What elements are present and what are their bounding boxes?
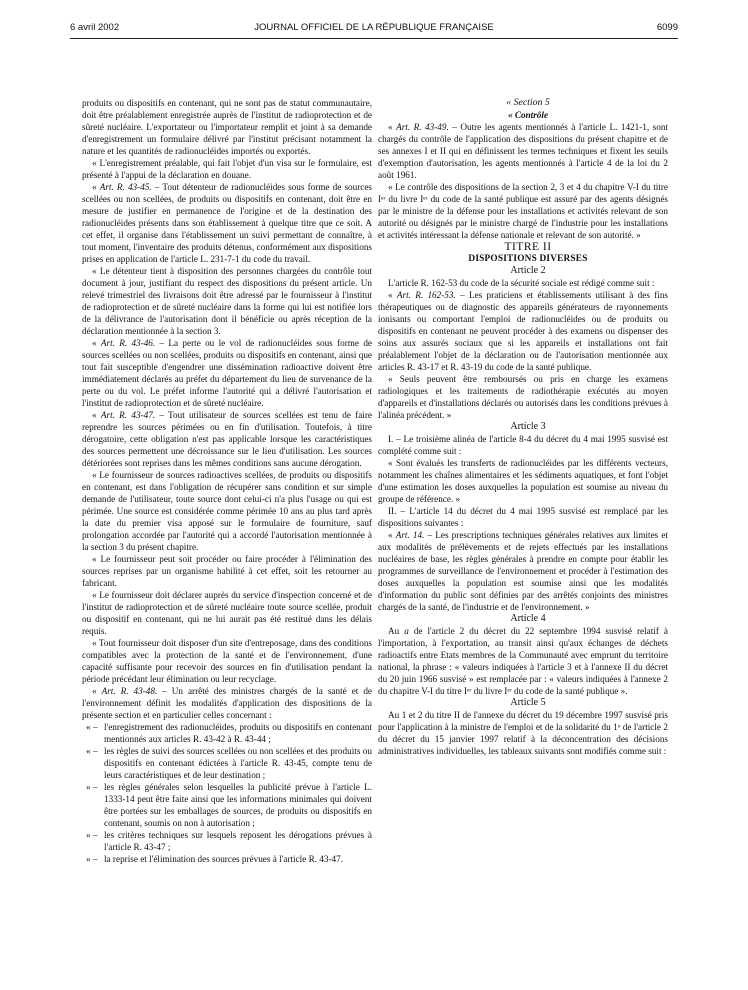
paragraph-text: « Seuls peuvent être remboursés ou pris en charge les examens radiologiques et les traitements de radiothérapie exécutés au moyen d'appareils et d'installations déclarés ou autorisés dans les conditions prévues à l'alinéa précédent. » [378, 374, 668, 420]
article-reference: Art. R. 43-48. [101, 686, 158, 696]
list-item-text: les critères techniques sur lesquels reposent les dérogations prévues à l'article R. 43-47 ; [104, 830, 372, 852]
quote-mark: « [92, 182, 100, 192]
list-marker: « – [86, 782, 98, 792]
section-title: « Section 5 [506, 97, 550, 108]
header-rule [70, 38, 678, 39]
paragraph [378, 625, 668, 697]
article-2-body [378, 277, 668, 421]
paragraph: « Le fournisseur doit déclarer auprès du service d'inspection concerné et de l'institut de radioprotection et de sûreté nucléaire toute source scellée, produit ou dispositif en contenant, qui ne lui aurait pas été restitué dans les délais requis. [82, 590, 372, 636]
list-item-text: l'enregistrement des radionucléides, produits ou dispositifs en contenant mentionnés aux articles R. 43-42 à R. 43-44 ; [104, 722, 372, 744]
paragraph-text: L'article R. 162-53 du code de la sécurité sociale est rédigé comme suit : [388, 278, 655, 288]
paragraph [378, 289, 668, 373]
list-item-text: les règles générales selon lesquelles la publicité prévue à l'article L. 1333-14 peut être faite ainsi que les informations minimales qui doivent être portées sur les emballages de sources, de produits ou dispositifs en contenant, soumis on non à autorisation ; [104, 782, 372, 828]
paragraph [378, 505, 668, 529]
paragraph: « Tout fournisseur doit disposer d'un site d'entreposage, dans des conditions compatibles avec la protection de la santé et de l'environnement, d'une capacité suffisante pour recevoir des sources en fin d'utilisation pendant la période précédant leur élimination ou leur recyclage. [82, 638, 372, 684]
list-item-text: les règles de suivi des sources scellées ou non scellées et des produits ou dispositifs en contenant édictées à l'article R. 43-45, compte tenu de leurs caractéristiques et de leur destination ; [104, 746, 372, 780]
page-number: 6099 [656, 22, 678, 33]
paragraph-text: – La perte ou le vol de radionucléides sous forme de sources scellées ou non scellées, produits ou dispositifs en contenant, ainsi que tout fait susceptible d'engendrer une dissémination radioactive doivent être immédiatement déclarés au préfet du département du lieu de survenance de la perte ou du vol. Le préfet informe l'autorité qui a délivré l'autorisation et l'institut de radioprotection et de sûreté nucléaire. [82, 338, 372, 408]
header-date: 6 avril 2002 [70, 22, 120, 33]
list-marker: « – [86, 854, 98, 864]
journal-title: JOURNAL OFFICIEL DE LA RÉPUBLIQUE FRANÇAISE [254, 22, 494, 33]
section-paragraph [378, 181, 668, 241]
paragraph-text: Au [388, 626, 405, 636]
paragraph [378, 709, 668, 757]
paragraph-text: – Les prescriptions techniques générales relatives aux limites et aux modalités de prélèvements et de rejets effectués par les installations nucléaires de base, les règles générales à prendre en compte pour établir les programmes de surveillance de l'environnement et procéder à l'estimation des doses auxquelles la population est soumise ainsi que les modalités d'information du public sont définies par des arrêtés conjoints des ministres chargés de la santé, de l'industrie et de l'environnement. » [378, 530, 668, 612]
section-subtitle: « Contrôle [507, 110, 549, 120]
list-item-text: la reprise et l'élimination des sources prévues à l'article R. 43-47. [104, 854, 344, 864]
titre-subtitle: DISPOSITIONS DIVERSES [468, 254, 588, 264]
paragraph-text: « Sont évalués les transferts de radionucléides par les différents vecteurs, notamment les chaînes alimentaires et les sédiments aquatiques, et font l'objet d'une estimation les doses auxquelles la population est soumise au niveau du groupe de référence. » [378, 458, 668, 504]
paragraph: « L'enregistrement préalable, qui fait l'objet d'un visa sur le formulaire, est présenté à l'appui de la déclaration en douane. [82, 158, 372, 180]
article-paragraph [82, 337, 372, 409]
paragraph [378, 277, 668, 289]
quote-mark: « [92, 686, 102, 696]
paragraph-text: – Tout utilisateur de sources scellées est tenu de faire reprendre les sources périmées ou en fin d'utilisation. Toutefois, à titre dérogatoire, cette obligation n'est pas applicable lorsque les caractéristiques des sources permettent une décroissance sur le lieu d'utilisation. Les sources détériorées sont reprises dans les mêmes conditions sans aucune dérogation. [82, 410, 372, 468]
article-reference: Art. 14. [395, 530, 425, 540]
paragraph [378, 457, 668, 505]
article-5-heading: Article 5 [510, 697, 546, 708]
list-marker: « – [86, 830, 98, 840]
quote-mark: « [92, 338, 101, 348]
article-2-heading: Article 2 [510, 265, 546, 276]
titre-heading: TITRE II [504, 241, 552, 253]
list-item [82, 781, 372, 829]
article-3-body [378, 433, 668, 613]
paragraph-letter: a [404, 626, 409, 636]
article-reference: Art. R. 43-47. [100, 410, 156, 420]
article-4-body [378, 625, 668, 697]
list-item [82, 745, 372, 781]
paragraph [378, 433, 668, 457]
paragraph-text: – Les praticiens et établissements utilisant à des fins thérapeutiques ou de diagnostic des appareils générateurs de rayonnements ionisants ou comportant l'emploi de radionucléides ou de produits ou dispositifs en contenant ne peuvent procéder à des examens ou dispenser des soins aux assurés sociaux que si les appareils et installations ont fait préalablement l'objet de la déclaration ou de l'autorisation mentionnée aux articles R. 43-17 et R. 43-19 du code de la santé publique. [378, 290, 668, 372]
paragraph-text: Au 1 et 2 du titre II de l'annexe du décret du 19 décembre 1997 susvisé pris pour l'application à la ministre de l'emploi et de la solidarité du 1ᵒ de l'article 2 du décret du 15 janvier 1997 relatif à la déconcentration des décisions administratives individuelles, les tableaux suivants sont modifiés comme suit : [378, 710, 668, 756]
quote-mark: « [388, 122, 397, 132]
list-marker: « – [86, 722, 98, 732]
article-reference: Art. R. 43-46. [100, 338, 156, 348]
article-paragraph [82, 181, 372, 265]
article-4-heading: Article 4 [510, 613, 546, 624]
list-item [82, 721, 372, 745]
quote-mark: « [92, 410, 101, 420]
page-header [70, 22, 678, 38]
article-reference: Art. R. 162-53. [396, 290, 456, 300]
paragraph-text: – Tout détenteur de radionucléides sous forme de sources scellées ou non scellées, de produits ou dispositifs en contenant, doit être en mesure de justifier en permanence de l'origine et de la destination des radionucléides présents dans son établissement à quelque titre que ce soit. A cet effet, il organise dans l'établissement un suivi permettant de connaître, à tout moment, l'inventaire des produits détenus, conformément aux dispositions prises en application de l'article L. 231-7-1 du code du travail. [82, 182, 372, 264]
paragraph-text: I. – Le troisième alinéa de l'article 8-4 du décret du 4 mai 1995 susvisé est complété comme suit : [378, 434, 668, 456]
paragraph: produits ou dispositifs en contenant, qui ne sont pas de statut communautaire, doit être préalablement enregistrée auprès de l'institut de radioprotection et de sûreté nucléaire. L'exportateur ou l'importateur remplit et joint à sa demande d'enregistrement un formulaire délivré par l'institut précisant notamment la nature et les quantités de radionucléides importés ou exportés. [82, 98, 372, 156]
paragraph: « Le détenteur tient à disposition des personnes chargées du contrôle tout document à jour, justifiant du respect des dispositions du présent article. Un relevé trimestriel des livraisons doit être adressé par le fournisseur à l'institut de radioprotection et de sûreté nucléaire dans la forme qui lui est notifiée lors de la délivrance de l'autorisation dont il bénéficie ou après réception de la déclaration mentionnée à la section 3. [82, 266, 372, 336]
quote-mark: « [388, 290, 397, 300]
paragraph-text: – Outre les agents mentionnés à l'article L. 1421-1, sont chargés du contrôle de l'application des dispositions du présent chapitre et de ses annexes I et II qui en définissent les termes techniques et fixent les seuils d'exemption d'autorisation, les agents mentionnés à l'article 4 de la loi du 2 août 1961. [378, 122, 668, 180]
left-column [82, 97, 372, 967]
paragraph-text: II. – L'article 14 du décret du 4 mai 1995 susvisé est remplacé par les dispositions suivantes : [378, 506, 668, 528]
paragraph [378, 529, 668, 613]
article-reference: Art. R. 43-49. [396, 122, 449, 132]
article-5-body [378, 709, 668, 757]
paragraph: « Le fournisseur de sources radioactives scellées, de produits ou dispositifs en contenant, est dans l'obligation de récupérer sans condition et sur simple demande de l'utilisateur, toute source dont celui-ci n'a plus l'usage ou qui est périmée. Une source est considérée comme périmée 10 ans au plus tard après la date du premier visa apposé sur le formulaire de fourniture, sauf prolongation accordée par l'autorité qui a accordé l'autorisation mentionnée à la section 3 du présent chapitre. [82, 470, 372, 552]
paragraph-text: « Le contrôle des dispositions de la section 2, 3 et 4 du chapitre V-I du titre Iᵉʳ du livre Iᵉʳ du code de la santé publique est assuré par des agents désignés par le ministre de la défense pour les installations et activités relevant de son autorité ou désignés par le ministre chargé de l'industrie pour les installations et activités intéressant la défense nationale et relevant de son autorité. » [378, 182, 668, 240]
quote-mark: « [388, 530, 396, 540]
paragraph [378, 373, 668, 421]
right-column [378, 97, 668, 967]
article-paragraph [82, 685, 372, 721]
section-paragraph [378, 121, 668, 181]
list-item [82, 853, 372, 865]
list-marker: « – [86, 746, 98, 756]
list-item [82, 829, 372, 853]
article-reference: Art. R. 43-45. [99, 182, 152, 192]
article-3-heading: Article 3 [510, 421, 546, 432]
paragraph-text: de l'article 2 du décret du 22 septembre 1994 susvisé relatif à l'importation, à l'exportation, au transit ainsi qu'aux échanges de déchets radioactifs entre Etats membres de la Communauté avec emprunt du territoire national, la phrase : « valeurs indiquées à l'article 3 et à l'annexe II du décret du 20 juin 1966 susvisé » est remplacée par : « valeurs indiquées à l'annexe 2 du chapitre V-I du titre Iᵉʳ du livre Iᵉʳ du code de la santé publique ». [378, 626, 668, 696]
paragraph-text: – Un arrêté des ministres chargés de la santé et de l'environnement définit les modalités d'application des dispositions de la présente section et en particulier celles concernant : [82, 686, 372, 720]
paragraph: « Le fournisseur peut soit procéder ou faire procéder à l'élimination des sources reprises par un organisme habilité à cet effet, soit les retourner au fabricant. [82, 554, 372, 588]
section-paragraphs [378, 121, 668, 241]
article-paragraph [82, 409, 372, 469]
